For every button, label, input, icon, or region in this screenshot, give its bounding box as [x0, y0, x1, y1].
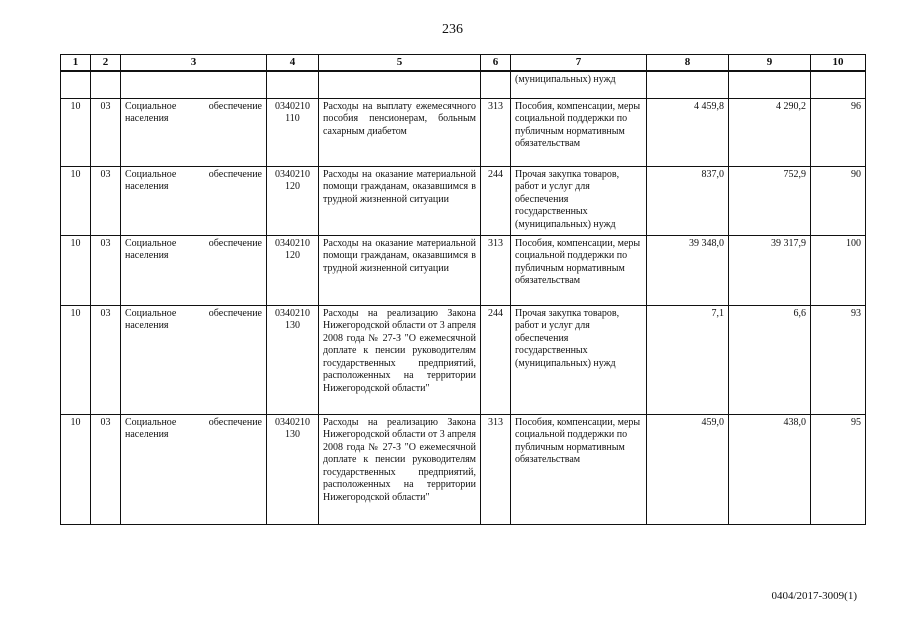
actual-amount-cell: 438,0	[729, 414, 811, 524]
column-header: 2	[91, 55, 121, 71]
subsection-cell: 03	[91, 235, 121, 305]
planned-amount-cell: 837,0	[647, 166, 729, 235]
table-cell	[647, 71, 729, 99]
actual-amount-cell: 39 317,9	[729, 235, 811, 305]
planned-amount-cell: 459,0	[647, 414, 729, 524]
table-row	[61, 305, 866, 414]
description-cell: Расходы на оказание материальной помощи гражданам, оказавшимся в трудной жизненной ситуации	[319, 235, 481, 305]
column-header: 6	[481, 55, 511, 71]
table-cell	[729, 71, 811, 99]
target-code-cell	[267, 98, 319, 166]
table-cell	[61, 71, 91, 99]
actual-amount-cell: 6,6	[729, 305, 811, 414]
subsection-cell: 03	[91, 98, 121, 166]
target-code-sub: 120	[285, 181, 300, 192]
continuation-row	[61, 71, 866, 99]
column-header: 7	[511, 55, 647, 71]
target-code-cell	[267, 305, 319, 414]
expense-code-cell: 313	[481, 98, 511, 166]
target-code-sub: 130	[285, 429, 300, 440]
expense-code-cell: 244	[481, 305, 511, 414]
expense-type-cell: Пособия, компенсации, меры социальной поддержки по публичным нормативным обязательствам	[511, 98, 647, 166]
header-row	[61, 55, 866, 71]
subsection-cell: 03	[91, 414, 121, 524]
percent-cell: 90	[811, 166, 866, 235]
section-name-cell: Социальное обеспечение населения	[121, 414, 267, 524]
section-cell: 10	[61, 305, 91, 414]
document-code: 0404/2017-3009(1)	[771, 590, 857, 602]
target-code-main: 0340210	[275, 237, 310, 249]
expense-code-cell: 313	[481, 235, 511, 305]
table-cell	[481, 71, 511, 99]
description-cell: Расходы на оказание материальной помощи гражданам, оказавшимся в трудной жизненной ситуации	[319, 166, 481, 235]
table-row	[61, 166, 866, 235]
target-code-sub: 110	[285, 113, 300, 124]
section-cell: 10	[61, 235, 91, 305]
percent-cell: 93	[811, 305, 866, 414]
target-code-main: 0340210	[275, 100, 310, 112]
expense-code-cell: 313	[481, 414, 511, 524]
subsection-cell: 03	[91, 166, 121, 235]
table-cell	[319, 71, 481, 99]
planned-amount-cell: 39 348,0	[647, 235, 729, 305]
column-header: 8	[647, 55, 729, 71]
description-cell: Расходы на реализацию Закона Нижегородской области от 3 апреля 2008 года № 27-З "О ежемесячной доплате к пенсии руководителям государственных предприятий, расположенных на территории Нижегородской области"	[319, 414, 481, 524]
description-cell: Расходы на выплату ежемесячного пособия пенсионерам, больным сахарным диабетом	[319, 98, 481, 166]
expense-code-cell: 244	[481, 166, 511, 235]
table-row	[61, 235, 866, 305]
table-row	[61, 98, 866, 166]
target-code-cell	[267, 166, 319, 235]
section-cell: 10	[61, 166, 91, 235]
expense-type-cell: (муниципальных) нужд	[511, 71, 647, 99]
percent-cell: 96	[811, 98, 866, 166]
description-cell: Расходы на реализацию Закона Нижегородской области от 3 апреля 2008 года № 27-З "О ежемесячной доплате к пенсии руководителям государственных предприятий, расположенных на территории Нижегородской области"	[319, 305, 481, 414]
target-code-sub: 130	[285, 320, 300, 331]
column-header: 1	[61, 55, 91, 71]
budget-table	[60, 54, 866, 525]
expense-type-cell: Пособия, компенсации, меры социальной поддержки по публичным нормативным обязательствам	[511, 235, 647, 305]
planned-amount-cell: 7,1	[647, 305, 729, 414]
actual-amount-cell: 752,9	[729, 166, 811, 235]
section-cell: 10	[61, 98, 91, 166]
table-cell	[267, 71, 319, 99]
actual-amount-cell: 4 290,2	[729, 98, 811, 166]
column-header: 3	[121, 55, 267, 71]
target-code-main: 0340210	[275, 416, 310, 428]
target-code-cell	[267, 235, 319, 305]
table-cell	[121, 71, 267, 99]
section-cell: 10	[61, 414, 91, 524]
column-header: 9	[729, 55, 811, 71]
section-name-cell: Социальное обеспечение населения	[121, 98, 267, 166]
percent-cell: 95	[811, 414, 866, 524]
section-name-cell: Социальное обеспечение населения	[121, 166, 267, 235]
page-number: 236	[442, 22, 463, 37]
table-row	[61, 414, 866, 524]
subsection-cell: 03	[91, 305, 121, 414]
target-code-main: 0340210	[275, 168, 310, 180]
expense-type-cell: Пособия, компенсации, меры социальной поддержки по публичным нормативным обязательствам	[511, 414, 647, 524]
column-header: 4	[267, 55, 319, 71]
expense-type-cell: Прочая закупка товаров, работ и услуг для обеспечения государственных (муниципальных) нужд	[511, 166, 647, 235]
target-code-sub: 120	[285, 250, 300, 261]
target-code-cell	[267, 414, 319, 524]
percent-cell: 100	[811, 235, 866, 305]
table-cell	[91, 71, 121, 99]
table-cell	[811, 71, 866, 99]
planned-amount-cell: 4 459,8	[647, 98, 729, 166]
column-header: 5	[319, 55, 481, 71]
section-name-cell: Социальное обеспечение населения	[121, 305, 267, 414]
column-header: 10	[811, 55, 866, 71]
expense-type-cell: Прочая закупка товаров, работ и услуг для обеспечения государственных (муниципальных) нужд	[511, 305, 647, 414]
target-code-main: 0340210	[275, 307, 310, 319]
section-name-cell: Социальное обеспечение населения	[121, 235, 267, 305]
